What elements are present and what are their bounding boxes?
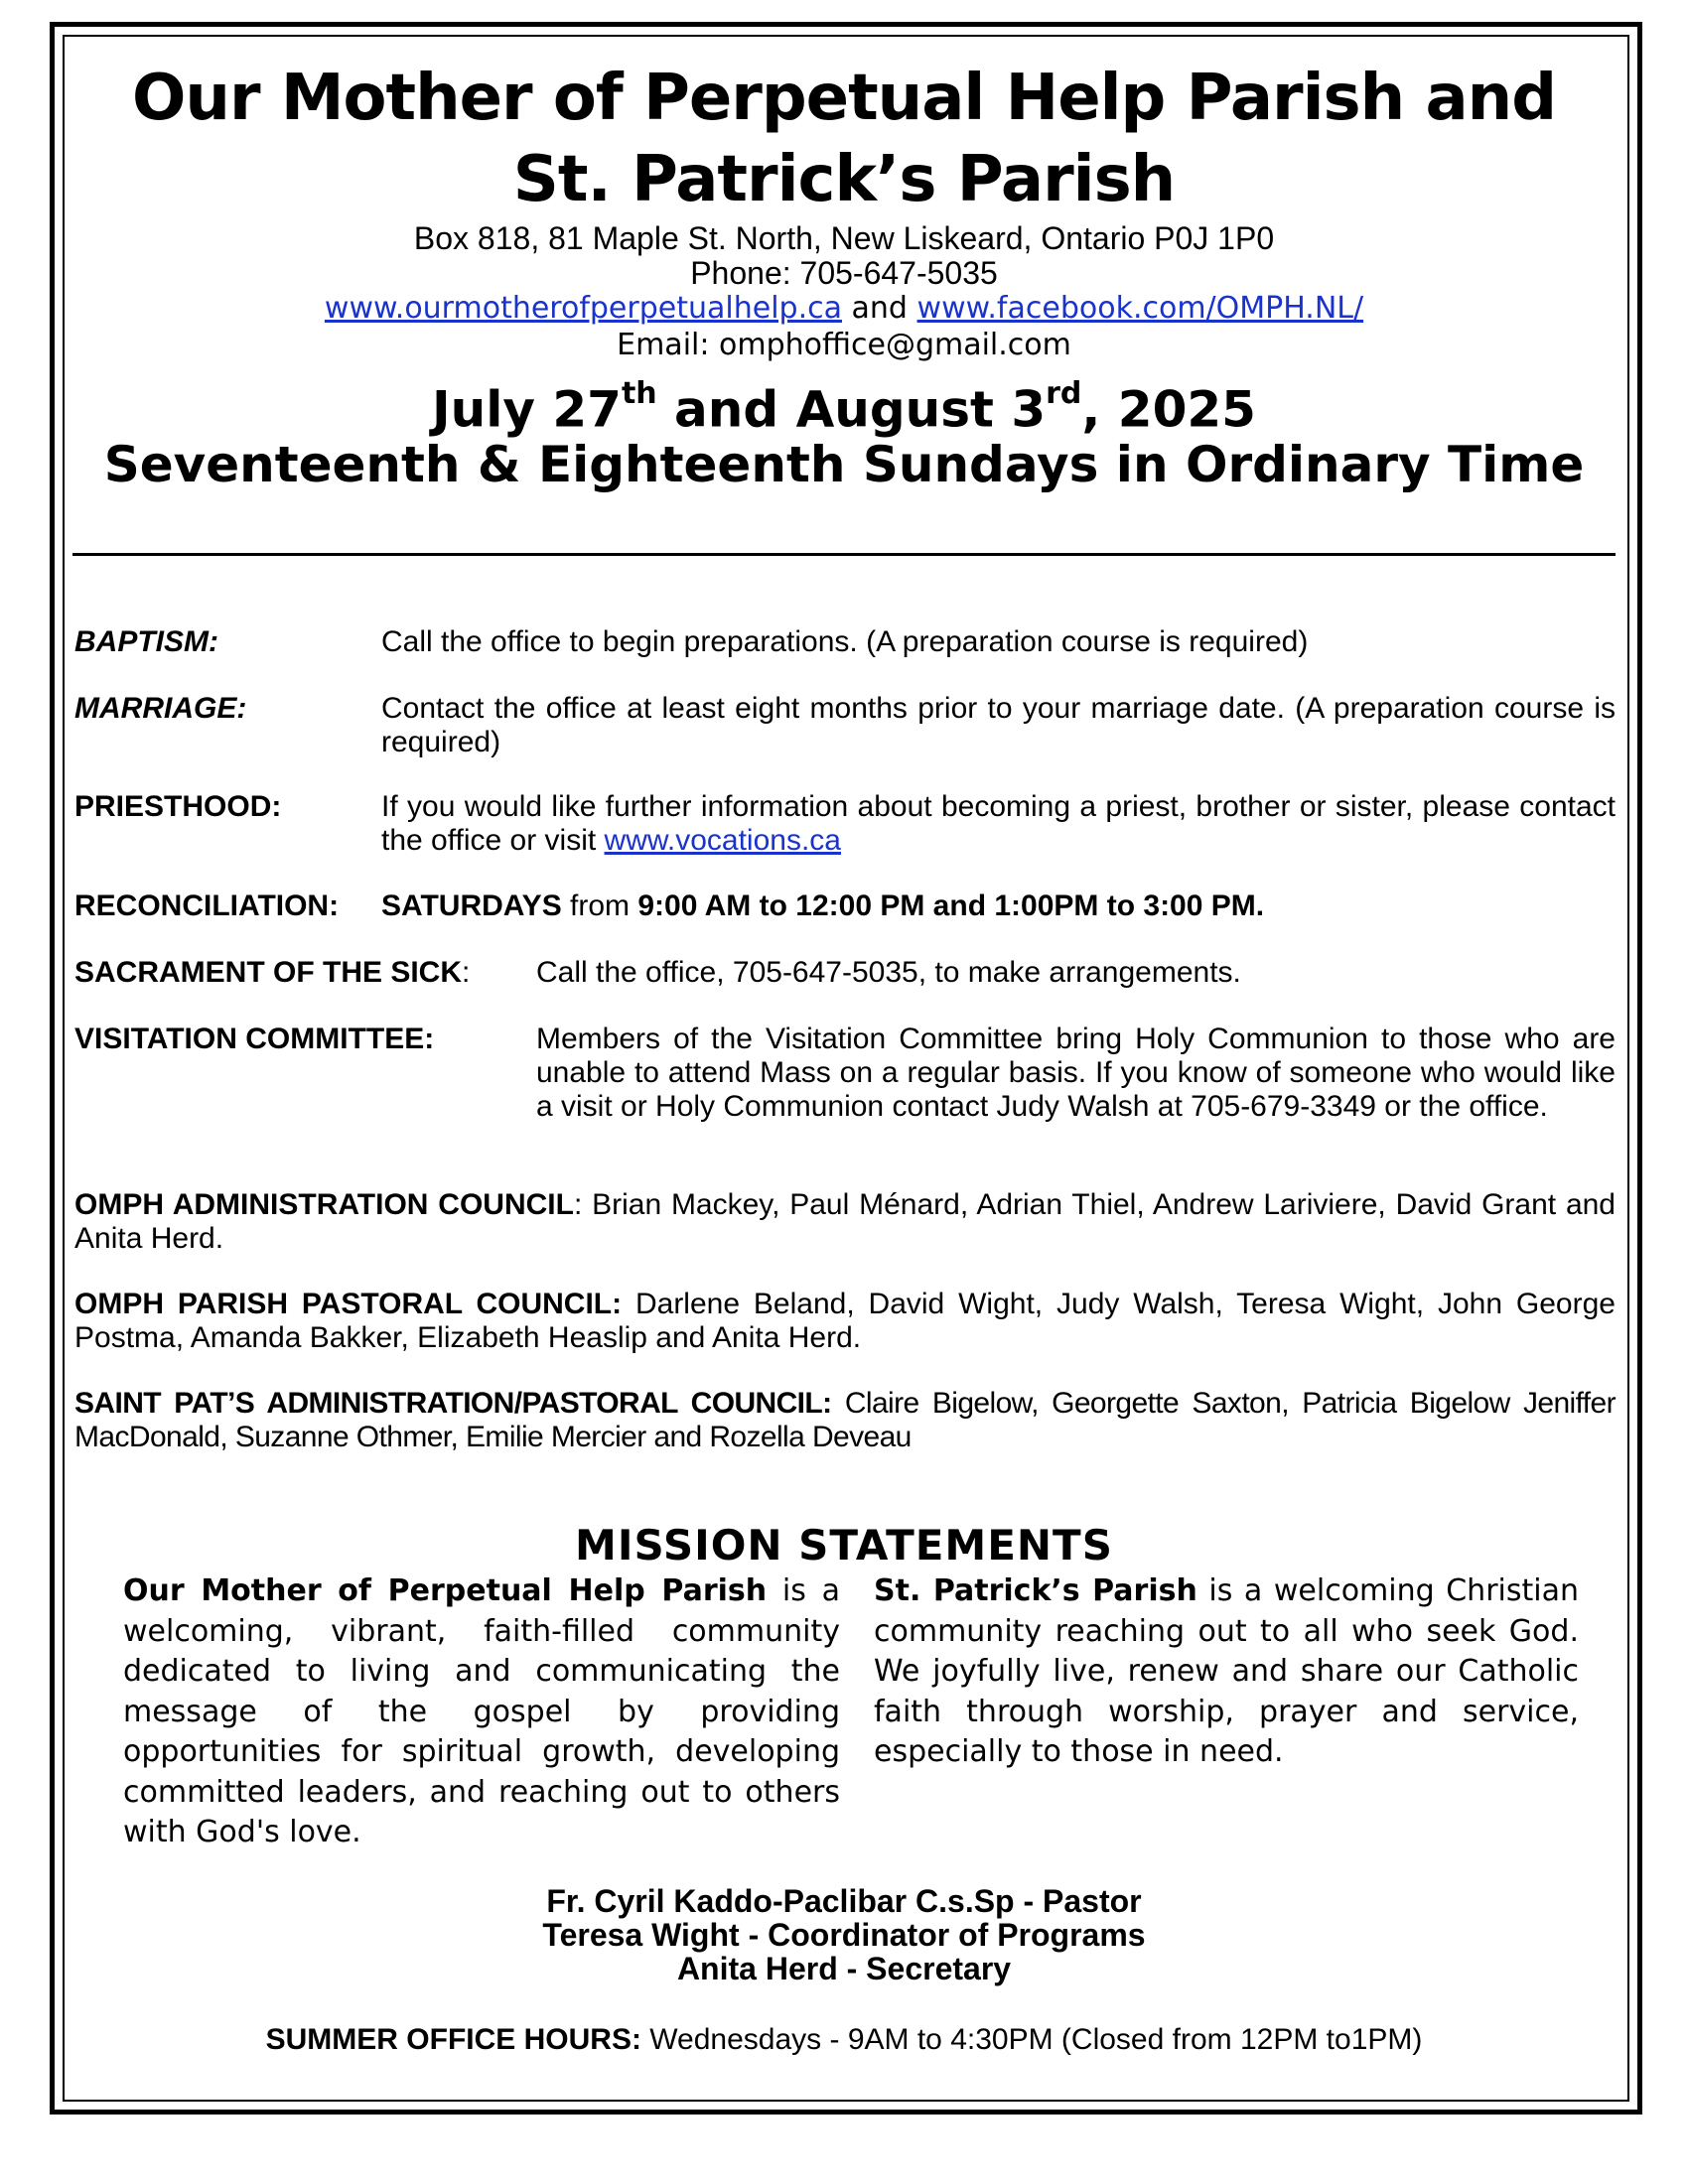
- baptism-label: BAPTISM:: [74, 625, 218, 658]
- omph-mission-text: is a welcoming, vibrant, faith-filled community dedicated to living and communicating the message of the gospel by providing opportunities for spiritual growth, developing committed leaders, and reaching out to others with God's love.: [123, 1573, 840, 1849]
- reconciliation-text: [381, 889, 1616, 923]
- priesthood-label: PRIESTHOOD:: [74, 790, 282, 823]
- mission-heading: MISSION STATEMENTS: [575, 1521, 1113, 1570]
- date-part-3: , 2025: [1081, 380, 1256, 439]
- parish-address: Box 818, 81 Maple St. North, New Liskeard, Ontario P0J 1P0: [413, 220, 1275, 256]
- web-links: [0, 290, 1688, 328]
- marriage-text: Contact the office at least eight months prior to your marriage date. (A preparation course is required): [381, 692, 1616, 758]
- sick-label-wrap: [74, 956, 470, 990]
- st-pats-label: SAINT PAT’S ADMINISTRATION/PASTORAL COUNCIL:: [74, 1387, 832, 1420]
- stpat-mission: [874, 1571, 1579, 1773]
- liturgical-sundays: Seventeenth & Eighteenth Sundays in Ordinary Time: [103, 436, 1585, 493]
- and-text: and: [851, 291, 908, 326]
- staff-list: [0, 1884, 1688, 1985]
- facebook-link[interactable]: www.facebook.com/OMPH.NL/: [916, 291, 1364, 326]
- sick-text: Call the office, 705-647-5035, to make arrangements.: [536, 956, 1241, 989]
- office-hours: [0, 2023, 1688, 2057]
- omph-pastoral-council: [74, 1288, 1616, 1355]
- vocations-link[interactable]: www.vocations.ca: [604, 824, 841, 857]
- marriage-label: MARRIAGE:: [74, 692, 247, 725]
- parish-title-line1: Our Mother of Perpetual Help Parish and: [132, 62, 1556, 135]
- parish-email: Email: omphoffice@gmail.com: [617, 328, 1071, 362]
- sick-colon: :: [462, 956, 471, 989]
- omph-mission-name: Our Mother of Perpetual Help Parish: [123, 1573, 768, 1608]
- website-link[interactable]: www.ourmotherofperpetualhelp.ca: [324, 291, 842, 326]
- omph-admin-council: [74, 1188, 1616, 1256]
- st-pats-council: [74, 1387, 1616, 1454]
- staff-pastor: Fr. Cyril Kaddo-Paclibar C.s.Sp - Pastor: [546, 1883, 1142, 1919]
- header-divider: [72, 553, 1616, 556]
- stpat-mission-name: St. Patrick’s Parish: [874, 1573, 1197, 1608]
- reconciliation-times: 9:00 AM to 12:00 PM and 1:00PM to 3:00 PM.: [637, 889, 1265, 922]
- sick-label: SACRAMENT OF THE SICK: [74, 956, 462, 989]
- parish-phone: Phone: 705-647-5035: [690, 255, 998, 291]
- reconciliation-label: RECONCILIATION:: [74, 889, 340, 922]
- office-hours-label: SUMMER OFFICE HOURS:: [265, 2023, 641, 2056]
- priesthood-text: [381, 790, 1616, 858]
- omph-pastoral-members: Darlene Beland, David Wight, Judy Walsh, Teresa Wight, John George Postma, Amanda Bakker, Elizabeth Heaslip and Anita Herd.: [74, 1288, 1616, 1354]
- date-sup-2: rd: [1046, 376, 1082, 411]
- reconciliation-days: SATURDAYS: [381, 889, 562, 922]
- date-sup-1: th: [621, 376, 657, 411]
- omph-pastoral-label: OMPH PARISH PASTORAL COUNCIL:: [74, 1288, 623, 1320]
- visitation-text: Members of the Visitation Committee bring Holy Communion to those who are unable to attend Mass on a regular basis. If you know of someone who would like a visit or Holy Communion contact Judy Walsh at 705-679-3349 or the office.: [536, 1023, 1616, 1123]
- omph-admin-members: : Brian Mackey, Paul Ménard, Adrian Thiel, Andrew Lariviere, David Grant and Anita Herd.: [74, 1188, 1616, 1255]
- priesthood-body: If you would like further information about becoming a priest, brother or sister, please contact the office or visit: [381, 790, 1616, 857]
- omph-mission: [123, 1571, 840, 1853]
- office-hours-text: Wednesdays - 9AM to 4:30PM (Closed from 12PM to1PM): [640, 2023, 1423, 2056]
- st-pats-members: Claire Bigelow, Georgette Saxton, Patricia Bigelow Jeniffer MacDonald, Suzanne Othmer, Emilie Mercier and Rozella Deveau: [74, 1387, 1616, 1453]
- parish-title-line2: St. Patrick’s Parish: [512, 143, 1176, 216]
- staff-coordinator: Teresa Wight - Coordinator of Programs: [542, 1917, 1146, 1953]
- reconciliation-from: from: [561, 889, 638, 922]
- stpat-mission-text: is a welcoming Christian community reaching out to all who seek God. We joyfully live, renew and share our Catholic faith through worship, prayer and service, especially to those in need.: [874, 1573, 1579, 1769]
- date-part-2: and August 3: [656, 380, 1047, 439]
- baptism-text: Call the office to begin preparations. (A preparation course is required): [381, 625, 1309, 658]
- visitation-label: VISITATION COMMITTEE:: [74, 1023, 435, 1055]
- date-part-1: July 27: [432, 380, 622, 439]
- staff-secretary: Anita Herd - Secretary: [676, 1951, 1012, 1986]
- omph-admin-label: OMPH ADMINISTRATION COUNCIL: [74, 1188, 574, 1221]
